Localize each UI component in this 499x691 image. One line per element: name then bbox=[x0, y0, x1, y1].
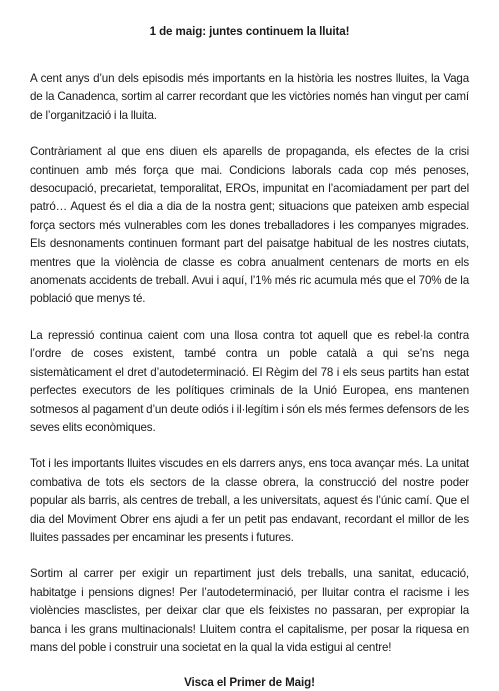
paragraph-canadenca: A cent anys d’un dels episodis més importants en la història les nostres lluites, la Vaga de la Canadenca, sortim al carrer recordant que les victòries només han vingut per camí de l’organització i la lluita. bbox=[30, 72, 469, 122]
paragraph-crisi: Contràriament al que ens diuen els aparells de propaganda, els efectes de la crisi continuen amb més força que mai. Condicions laborals cada cop més penoses, desocupació, precarietat, temporalitat, EROs, impunitat en l’acomiadament per part del patró… Aquest és el dia a dia de la nostra gent; situacions que pateixen amb especial força sectors més vulnerables com les dones treballadores i les companyes migrades. Els desnonaments continuen formant part del paisatge habitual de les nostres ciutats, mentres que la violència de classe es cobra anualment centenars de morts en els anomenats accidents de treball. Avui i aquí, l’1% més ric acumula més que el 70% de la població que menys té. bbox=[30, 145, 469, 306]
paragraph-lluites: Tot i les importants lluites viscudes en els darrers anys, ens toca avançar més. La unitat combativa de tots els sectors de la classe obrera, la construcció del nostre poder popular als barris, als centres de treball, a les universitats, aquest és l’únic camí. Que el dia del Moviment Obrer ens ajudi a fer un petit pas endavant, recordant el millor de les lluites passades per encaminar les presents i futures. bbox=[30, 457, 469, 544]
document-title: 1 de maig: juntes continuem la lluita! bbox=[149, 25, 350, 38]
paragraph-repressio: La repressió continua caient com una llosa contra tot aquell que es rebel·la contra l’ordre de coses existent, també contra un poble català a qui se’ns nega sistemàticament el dret d’autodeterminació. El Règim del 78 i els seus partits han estat perfectes executors de les polítiques criminals de la Unió Europea, ens mantenen sotmesos al pagament d’un deute odiós i il·legítim i són els més fermes defensors de les seves elits econòmiques. bbox=[30, 328, 469, 434]
paragraph-sortim: Sortim al carrer per exigir un repartiment just dels treballs, una sanitat, educació, habitatge i pensions dignes! Per l’autodeterminació, per lluitar contra el racisme i les violències masclistes, per deixar clar que els feixistes no passaran, per expropiar la banca i les grans multinacionals! Lluitem contra el capitalisme, per posar la riquesa en mans del poble i construir una societat en la qual la vida estigui al centre! bbox=[30, 567, 469, 654]
closing-slogan: Visca el Primer de Maig! bbox=[184, 676, 315, 690]
